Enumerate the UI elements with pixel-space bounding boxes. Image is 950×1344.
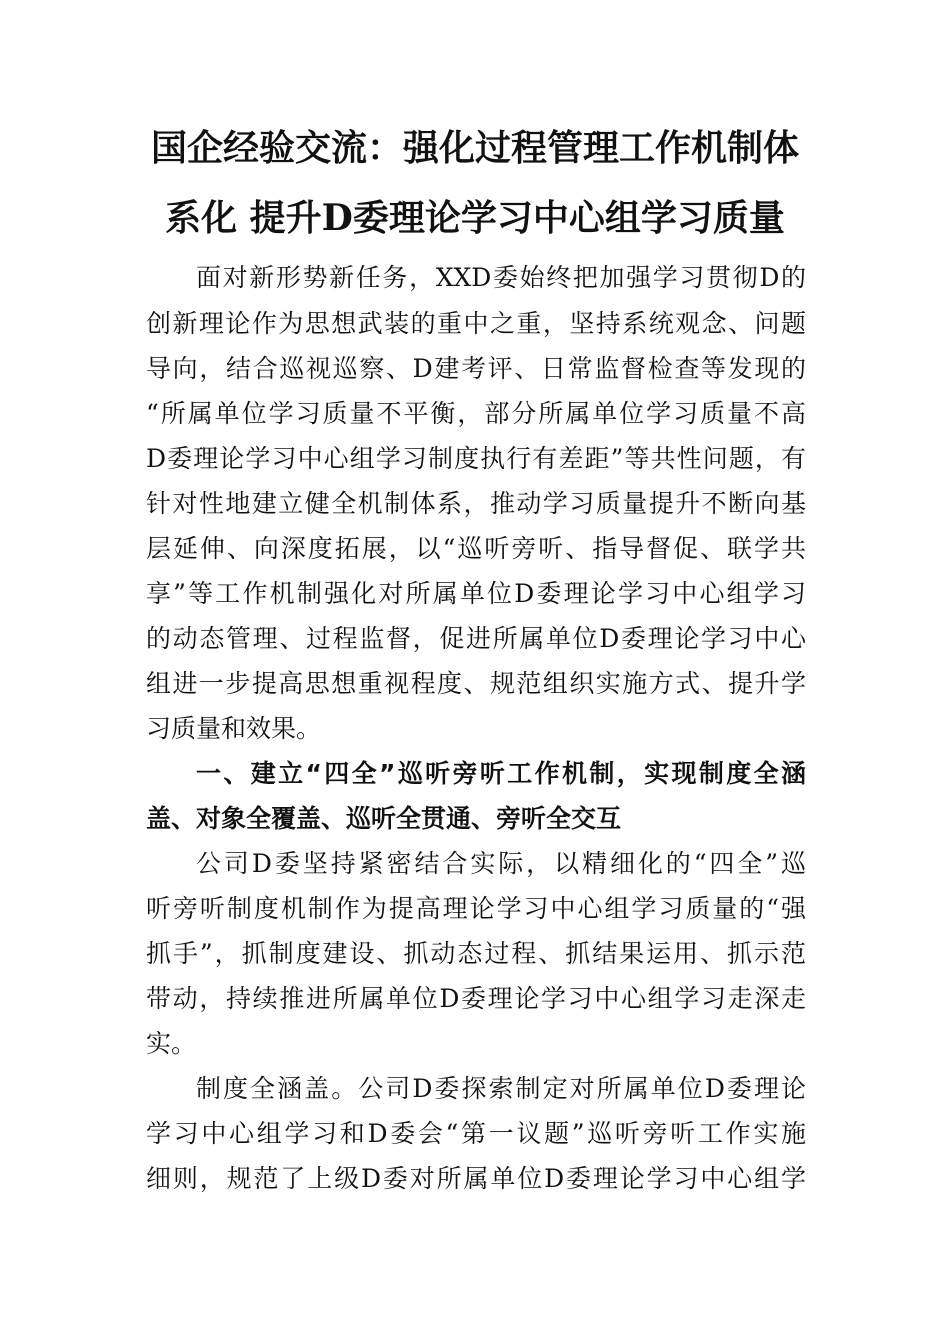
body-line: 层延伸、向深度拓展，以“巡听旁听、指导督促、联学共 xyxy=(146,534,806,563)
body-line: 创新理论作为思想武装的重中之重，坚持系统观念、问题 xyxy=(146,309,806,338)
body-line: 针对性地建立健全机制体系，推动学习质量提升不断向基 xyxy=(146,489,806,518)
body-line: 公司D委坚持紧密结合实际，以精细化的“四全”巡 xyxy=(196,849,806,878)
body-line: 听旁听制度机制作为提高理论学习中心组学习质量的“强 xyxy=(146,894,806,923)
body-line: D委理论学习中心组学习制度执行有差距”等共性问题，有 xyxy=(146,444,806,473)
body-line: 面对新形势新任务，XXD委始终把加强学习贯彻D的 xyxy=(196,263,806,292)
body-line: 抓手”，抓制度建设、抓动态过程、抓结果运用、抓示范 xyxy=(146,939,806,968)
body-line: “所属单位学习质量不平衡，部分所属单位学习质量不高 xyxy=(146,399,806,428)
section-heading-line: 一、建立“四全”巡听旁听工作机制，实现制度全涵 xyxy=(196,759,806,788)
document-title-line-1: 国企经验交流：强化过程管理工作机制体 xyxy=(150,127,799,169)
section-heading-line: 盖、对象全覆盖、巡听全贯通、旁听全交互 xyxy=(146,804,622,833)
body-line: 细则，规范了上级D委对所属单位D委理论学习中心组学 xyxy=(146,1164,806,1193)
body-line: 习质量和效果。 xyxy=(146,714,322,743)
document-title-line-2: 系化 提升D委理论学习中心组学习质量 xyxy=(165,197,785,239)
body-line: 导向，结合巡视巡察、D建考评、日常监督检查等发现的 xyxy=(146,354,806,383)
body-line: 学习中心组学习和D委会“第一议题”巡听旁听工作实施 xyxy=(146,1119,806,1148)
body-line: 实。 xyxy=(146,1029,197,1058)
body-line: 带动，持续推进所属单位D委理论学习中心组学习走深走 xyxy=(146,984,806,1013)
body-line: 制度全涵盖。公司D委探索制定对所属单位D委理论 xyxy=(196,1074,806,1103)
body-line: 组进一步提高思想重视程度、规范组织实施方式、提升学 xyxy=(146,669,806,698)
body-line: 的动态管理、过程监督，促进所属单位D委理论学习中心 xyxy=(146,624,806,653)
body-line: 享”等工作机制强化对所属单位D委理论学习中心组学习 xyxy=(146,579,806,608)
